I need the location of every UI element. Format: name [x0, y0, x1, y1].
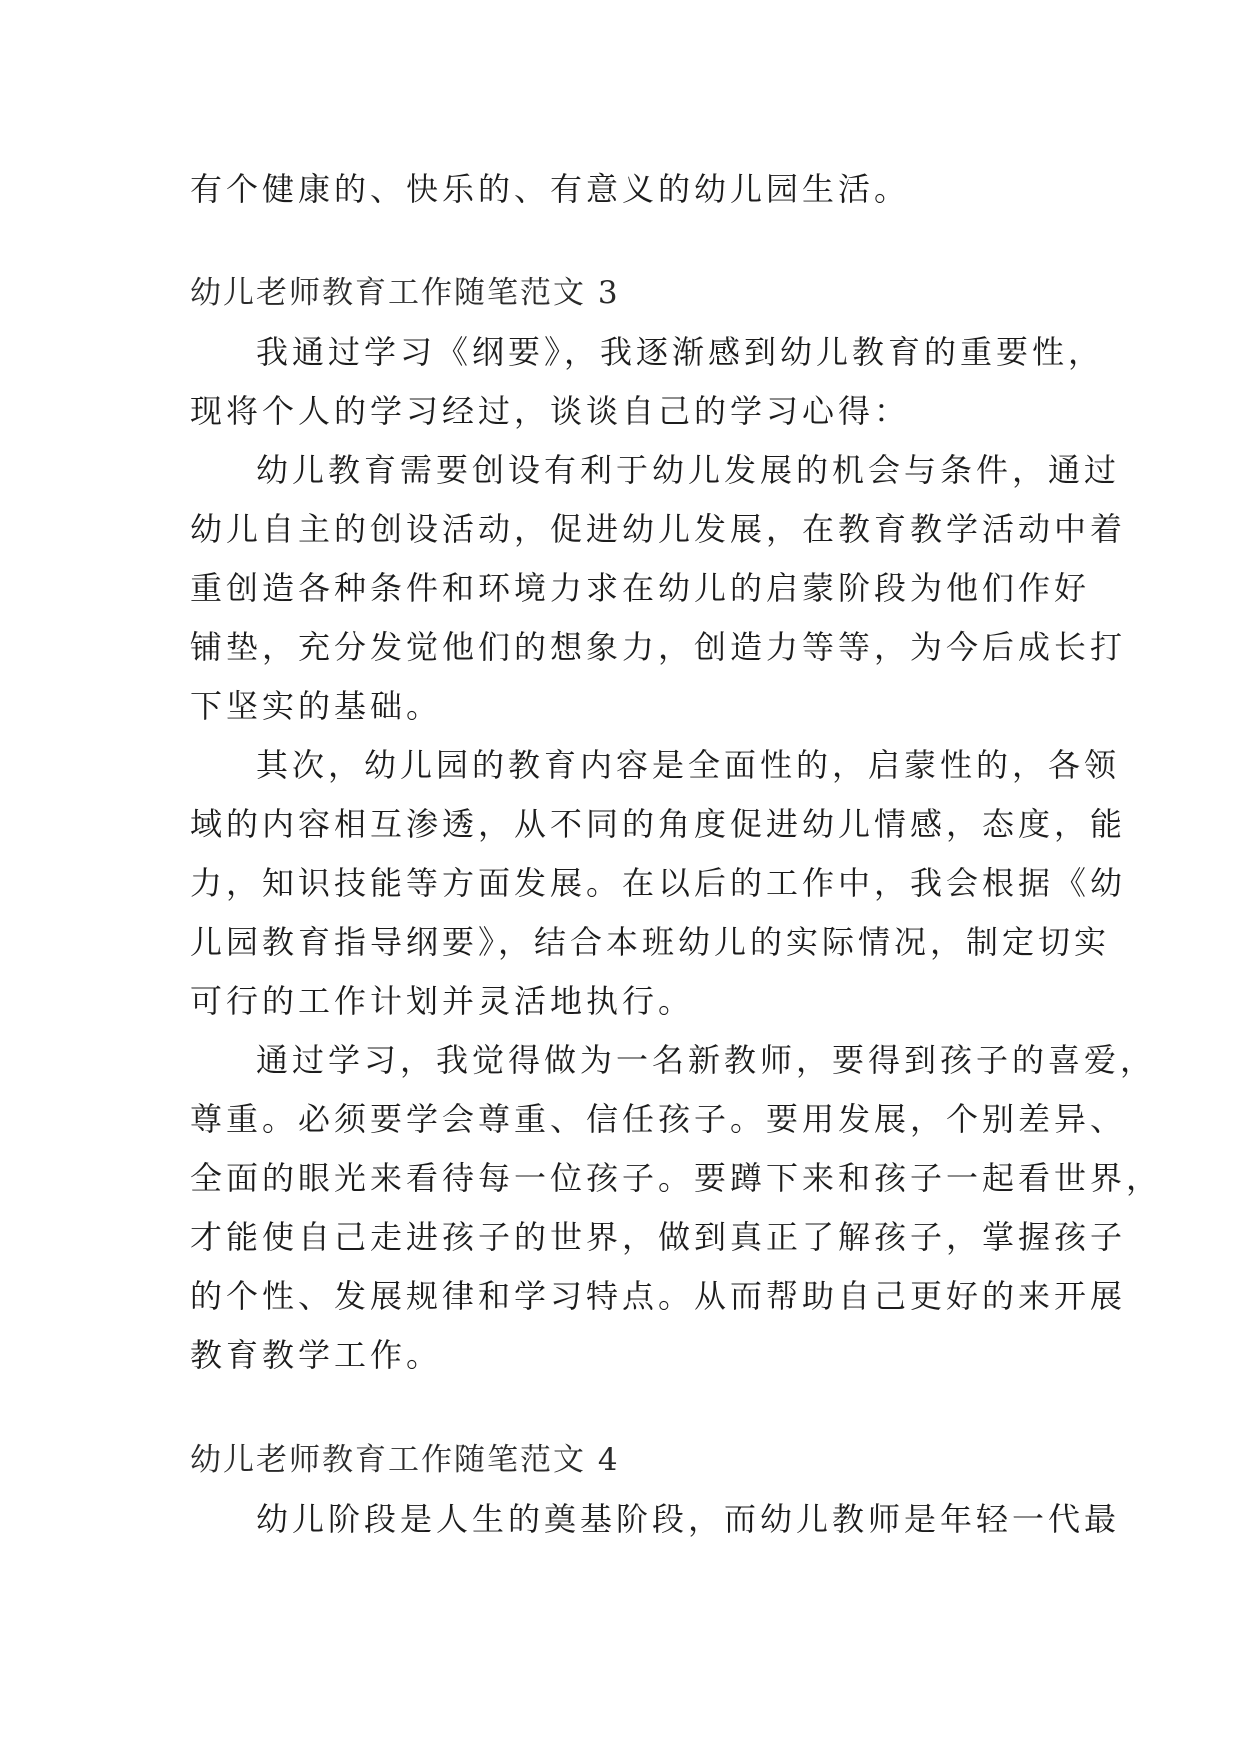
paragraph-line: 可行的工作计划并灵活地执行。: [190, 982, 695, 1020]
paragraph-line: 我通过学习《纲要》，我逐渐感到幼儿教育的重要性，: [256, 333, 1105, 371]
paragraph-line: 有个健康的、快乐的、有意义的幼儿园生活。: [190, 170, 911, 208]
paragraph-line: 通过学习，我觉得做为一名新教师，要得到孩子的喜爱，: [256, 1041, 1157, 1079]
paragraph: [190, 736, 1127, 1031]
paragraph-line: 全面的眼光来看待每一位孩子。要蹲下来和孩子一起看世界，: [190, 1159, 1163, 1197]
paragraph: [190, 323, 1105, 441]
document-body: [190, 160, 1163, 1549]
paragraph-line: 幼儿阶段是人生的奠基阶段，而幼儿教师是年轻一代最: [256, 1500, 1121, 1538]
paragraph-line: 幼儿教育需要创设有利于幼儿发展的机会与条件，通过: [256, 451, 1121, 489]
paragraph-line: 儿园教育指导纲要》，结合本班幼儿的实际情况，制定切实: [190, 923, 1111, 961]
paragraph: [190, 441, 1127, 736]
paragraph-line: 铺垫，充分发觉他们的想象力，创造力等等，为今后成长打: [190, 628, 1127, 666]
paragraph-line: 力，知识技能等方面发展。在以后的工作中，我会根据《幼: [190, 864, 1127, 902]
paragraph-line: 其次，幼儿园的教育内容是全面性的，启蒙性的，各领: [256, 746, 1121, 784]
paragraph-line: 尊重。必须要学会尊重、信任孩子。要用发展，个别差异、: [190, 1100, 1127, 1138]
paragraph-line: 下坚实的基础。: [190, 687, 443, 725]
paragraph: [190, 1490, 1121, 1549]
paragraph-line: 幼儿自主的创设活动，促进幼儿发展，在教育教学活动中着: [190, 510, 1127, 548]
section-heading-4: 幼儿老师教育工作随笔范文 4: [190, 1442, 620, 1478]
section-heading-3: 幼儿老师教育工作随笔范文 3: [190, 275, 620, 311]
paragraph-line: 的个性、发展规律和学习特点。从而帮助自己更好的来开展: [190, 1277, 1127, 1315]
paragraph-line: 重创造各种条件和环境力求在幼儿的启蒙阶段为他们作好: [190, 569, 1091, 607]
paragraph-line: 才能使自己走进孩子的世界，做到真正了解孩子，掌握孩子: [190, 1218, 1127, 1256]
paragraph-line: 域的内容相互渗透，从不同的角度促进幼儿情感，态度，能: [190, 805, 1127, 843]
paragraph-line: 教育教学工作。: [190, 1336, 443, 1374]
paragraph: [190, 1031, 1163, 1385]
paragraph-line: 现将个人的学习经过，谈谈自己的学习心得：: [190, 392, 911, 430]
